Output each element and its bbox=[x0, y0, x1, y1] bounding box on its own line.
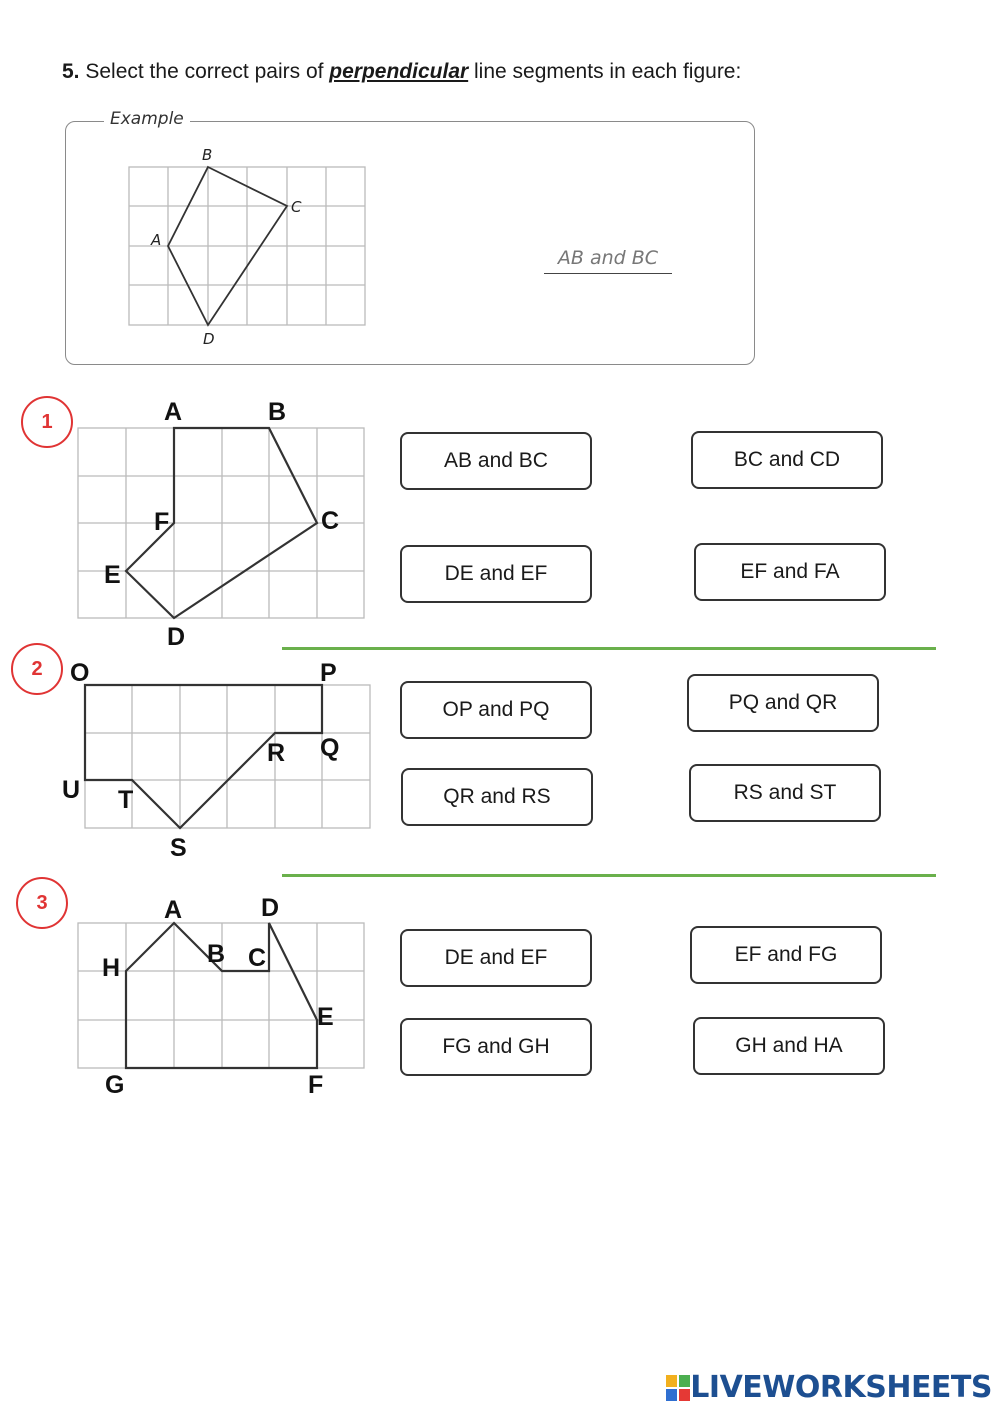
figure-2-label-r: R bbox=[267, 739, 286, 767]
figure-3-label-e: E bbox=[317, 1003, 334, 1031]
divider-1 bbox=[282, 647, 936, 650]
figure-3-label-g: G bbox=[105, 1071, 125, 1099]
figure-2-option-2[interactable]: PQ and QR bbox=[687, 674, 879, 732]
brand-logo-icon bbox=[666, 1375, 690, 1401]
figure-3-label-f: F bbox=[308, 1071, 324, 1099]
example-legend: Example bbox=[104, 109, 190, 129]
figure-3-label-a: A bbox=[164, 896, 183, 924]
figure-3-badge: 3 bbox=[16, 877, 68, 929]
example-label-c: C bbox=[291, 198, 302, 216]
divider-2 bbox=[282, 874, 936, 877]
figure-3-option-2[interactable]: EF and FG bbox=[690, 926, 882, 984]
figure-3-label-h: H bbox=[102, 954, 121, 982]
example-label-d: D bbox=[203, 330, 215, 348]
figure-3-label-c: C bbox=[248, 944, 267, 972]
example-answer: AB and BC bbox=[544, 247, 672, 274]
brand-logo bbox=[666, 1370, 992, 1405]
figure-2-option-4[interactable]: RS and ST bbox=[689, 764, 881, 822]
question-text-before: Select the correct pairs of bbox=[79, 60, 330, 83]
figure-3-option-1[interactable]: DE and EF bbox=[400, 929, 592, 987]
figure-2-label-p: P bbox=[320, 659, 337, 687]
figure-2-label-o: O bbox=[70, 659, 90, 687]
figure-1-option-4[interactable]: EF and FA bbox=[694, 543, 886, 601]
figure-1-label-b: B bbox=[268, 398, 287, 426]
question-keyword: perpendicular bbox=[329, 60, 469, 83]
question-text-after: line segments in each figure: bbox=[468, 60, 742, 83]
figure-2-option-1[interactable]: OP and PQ bbox=[400, 681, 592, 739]
figure-1-badge: 1 bbox=[21, 396, 73, 448]
example-label-b: B bbox=[202, 146, 213, 164]
figure-1-label-f: F bbox=[154, 508, 170, 536]
figure-3-option-3[interactable]: FG and GH bbox=[400, 1018, 592, 1076]
figure-2-label-u: U bbox=[62, 776, 81, 804]
figure-1-option-3[interactable]: DE and EF bbox=[400, 545, 592, 603]
figure-1-label-d: D bbox=[167, 623, 186, 651]
example-label-a: A bbox=[151, 231, 162, 249]
figure-3-label-d: D bbox=[261, 894, 280, 922]
brand-name: LIVEWORKSHEETS bbox=[690, 1370, 992, 1405]
figure-2-label-t: T bbox=[118, 786, 134, 814]
question-number: 5. bbox=[62, 60, 80, 83]
figure-1-option-2[interactable]: BC and CD bbox=[691, 431, 883, 489]
figure-3-label-b: B bbox=[207, 940, 226, 968]
figure-1-label-a: A bbox=[164, 398, 183, 426]
example-grid bbox=[129, 167, 365, 325]
figure-2-label-s: S bbox=[170, 834, 187, 862]
figure-2-option-3[interactable]: QR and RS bbox=[401, 768, 593, 826]
figure-2-label-q: Q bbox=[320, 734, 340, 762]
figure-1-label-c: C bbox=[321, 507, 340, 535]
figure-1-option-1[interactable]: AB and BC bbox=[400, 432, 592, 490]
figure-2-badge: 2 bbox=[11, 643, 63, 695]
figure-3-option-4[interactable]: GH and HA bbox=[693, 1017, 885, 1075]
figure-1-label-e: E bbox=[104, 561, 121, 589]
